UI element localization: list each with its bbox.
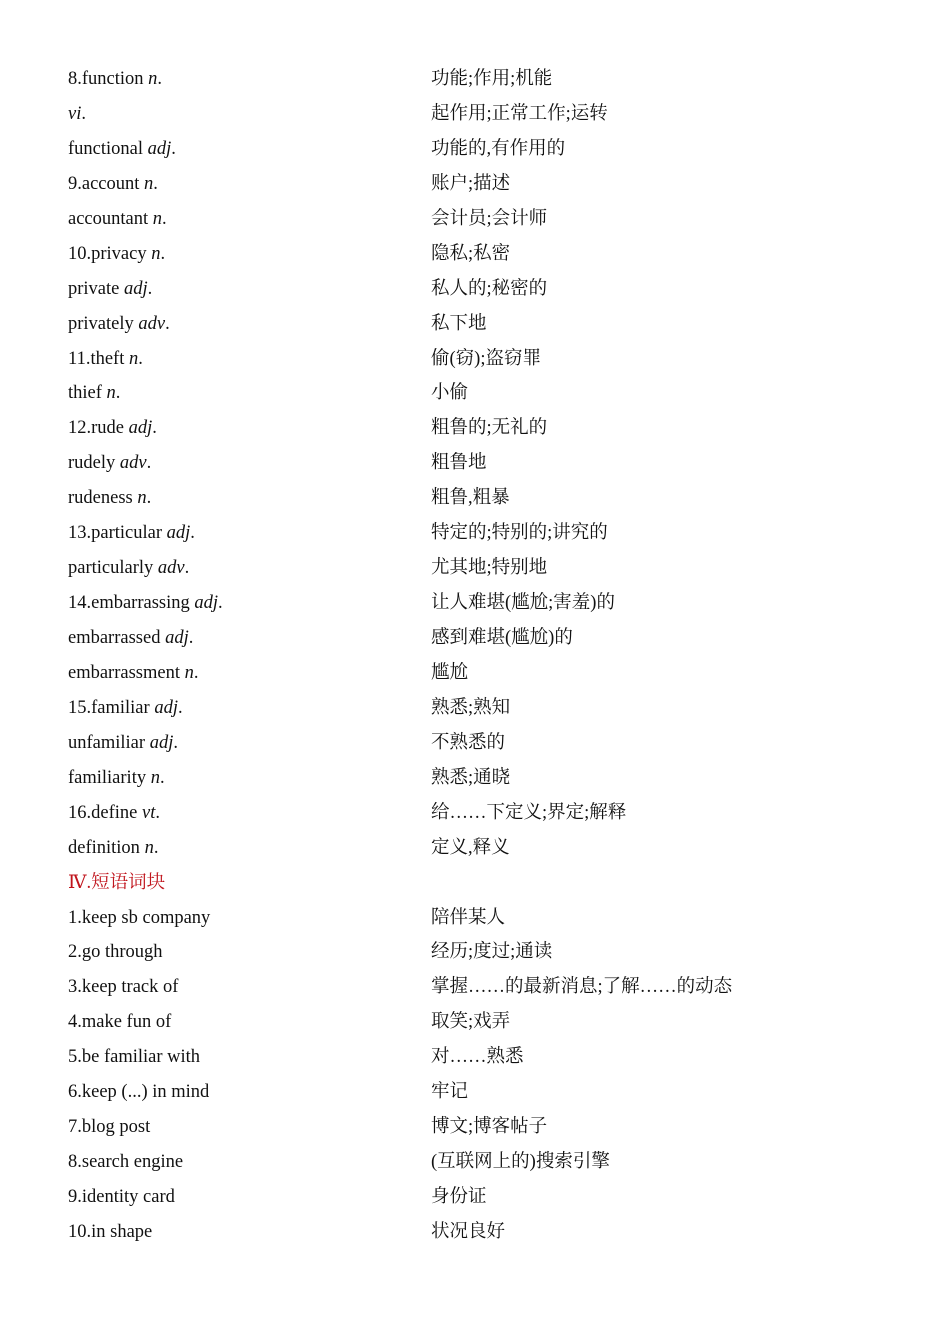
- part-of-speech: adj: [154, 697, 178, 718]
- part-of-speech: adj: [194, 593, 219, 614]
- vocabulary-term: 13.particular adj.: [68, 523, 195, 544]
- vocabulary-term: thief n.: [68, 383, 121, 404]
- vocabulary-row: [68, 167, 928, 202]
- word: 11.theft: [68, 348, 125, 369]
- vocabulary-term: 15.familiar adj.: [68, 697, 183, 718]
- vocabulary-term: vi.: [68, 103, 86, 124]
- phrase-row: [68, 1215, 928, 1250]
- vocabulary-row: [68, 307, 928, 342]
- phrase-meaning: 身份证: [431, 1187, 487, 1207]
- word: privately: [68, 313, 134, 334]
- vocabulary-term: definition n.: [68, 837, 159, 858]
- phrase-meaning: 掌握……的最新消息;了解……的动态: [431, 977, 733, 998]
- phrase-row: [68, 1075, 928, 1110]
- vocabulary-term: 8.function n.: [68, 69, 163, 89]
- vocabulary-row: [68, 726, 928, 761]
- vocabulary-meaning: 尴尬: [431, 662, 469, 683]
- part-of-speech: adv: [157, 558, 185, 579]
- vocabulary-term: 16.define vt.: [68, 802, 160, 823]
- part-of-speech: adj: [124, 278, 148, 299]
- phrase-row: [68, 1110, 928, 1145]
- section-heading: Ⅳ.短语词块: [68, 872, 166, 893]
- phrase-row: [68, 1180, 928, 1215]
- phrase-meaning: (互联网上的)搜索引擎: [431, 1152, 610, 1173]
- vocabulary-meaning: 感到难堪(尴尬)的: [431, 628, 573, 648]
- word: embarrassment: [68, 662, 180, 683]
- word: 9.account: [68, 173, 140, 194]
- vocabulary-term: 11.theft n.: [68, 348, 143, 369]
- word: 8.function: [68, 69, 144, 89]
- vocabulary-term: 10.privacy n.: [68, 243, 166, 264]
- vocabulary-meaning: 熟悉;通晓: [431, 767, 511, 788]
- part-of-speech: adj: [149, 732, 174, 753]
- part-of-speech: n: [151, 243, 161, 264]
- vocabulary-row: [68, 342, 928, 377]
- vocabulary-meaning: 粗鲁,粗暴: [431, 488, 510, 509]
- word: familiarity: [68, 767, 147, 788]
- vocabulary-row: [68, 516, 928, 551]
- vocabulary-meaning: 会计员;会计师: [431, 208, 548, 229]
- vocabulary-term: embarrassed adj.: [68, 628, 194, 648]
- word: 13.particular: [68, 523, 162, 544]
- vocabulary-meaning: 不熟悉的: [431, 732, 506, 753]
- phrase-meaning: 取笑;戏弄: [431, 1012, 511, 1033]
- vocabulary-meaning: 定义,释义: [431, 837, 510, 858]
- vocabulary-row: [68, 376, 928, 411]
- part-of-speech: adv: [138, 313, 166, 334]
- vocabulary-meaning: 账户;描述: [431, 173, 511, 194]
- vocabulary-row: [68, 831, 928, 866]
- vocabulary-term: rudeness n.: [68, 488, 152, 509]
- vocabulary-row: [68, 411, 928, 446]
- section-heading-row: [68, 866, 928, 901]
- vocabulary-term: private adj.: [68, 278, 153, 299]
- word: 12.rude: [68, 418, 124, 439]
- vocabulary-row: [68, 272, 928, 307]
- vocabulary-meaning: 功能;作用;机能: [431, 69, 553, 89]
- phrase-term: 5.be familiar with: [68, 1047, 201, 1068]
- vocabulary-term: privately adv.: [68, 313, 170, 334]
- part-of-speech: vt: [141, 802, 156, 823]
- word: 16.define: [68, 802, 138, 823]
- vocabulary-row: [68, 132, 928, 167]
- word: embarrassed: [68, 628, 161, 648]
- vocabulary-meaning: 隐私;私密: [431, 243, 511, 264]
- vocabulary-row: [68, 237, 928, 272]
- part-of-speech: adj: [165, 628, 189, 648]
- word: accountant: [68, 208, 149, 229]
- phrase-row: [68, 1005, 928, 1040]
- phrase-row: [68, 1040, 928, 1075]
- vocabulary-term: accountant n.: [68, 208, 167, 229]
- phrase-term: 6.keep (...) in mind: [68, 1082, 210, 1103]
- vocabulary-term: functional adj.: [68, 138, 176, 159]
- phrase-row: [68, 901, 928, 936]
- word: rudeness: [68, 488, 133, 509]
- vocabulary-term: unfamiliar adj.: [68, 732, 178, 753]
- word: particularly: [68, 558, 154, 579]
- vocabulary-meaning: 私人的;秘密的: [431, 278, 548, 299]
- vocabulary-row: [68, 761, 928, 796]
- word: thief: [68, 383, 102, 404]
- vocabulary-term: particularly adv.: [68, 558, 190, 579]
- phrase-term: 7.blog post: [68, 1117, 151, 1138]
- word: functional: [68, 138, 144, 159]
- phrase-term: 2.go through: [68, 942, 163, 963]
- vocabulary-meaning: 熟悉;熟知: [431, 697, 511, 718]
- vocabulary-meaning: 功能的,有作用的: [431, 138, 566, 159]
- phrase-term: 1.keep sb company: [68, 907, 211, 928]
- word: private: [68, 278, 120, 299]
- part-of-speech: n: [106, 383, 116, 404]
- phrase-meaning: 博文;博客帖子: [431, 1117, 548, 1138]
- vocabulary-term: 12.rude adj.: [68, 418, 157, 439]
- vocabulary-row: [68, 202, 928, 237]
- phrase-meaning: 陪伴某人: [431, 907, 506, 928]
- vocabulary-row: [68, 796, 928, 831]
- word: rudely: [68, 453, 116, 474]
- phrase-row: [68, 935, 928, 970]
- phrase-term: 8.search engine: [68, 1152, 184, 1173]
- part-of-speech: n: [148, 69, 158, 89]
- vocabulary-term: embarrassment n.: [68, 662, 199, 683]
- vocabulary-row: [68, 97, 928, 132]
- vocabulary-meaning: 让人难堪(尴尬;害羞)的: [431, 593, 615, 614]
- part-of-speech: n: [144, 837, 154, 858]
- vocabulary-row: [68, 481, 928, 516]
- phrase-row: [68, 1145, 928, 1180]
- word: unfamiliar: [68, 732, 146, 753]
- vocabulary-row: [68, 656, 928, 691]
- part-of-speech: n: [144, 173, 154, 194]
- vocabulary-row: [68, 62, 928, 97]
- vocabulary-row: [68, 621, 928, 656]
- part-of-speech: n: [128, 348, 139, 369]
- vocabulary-list: [68, 62, 928, 1250]
- phrase-term: 9.identity card: [68, 1187, 175, 1207]
- vocabulary-term: 9.account n.: [68, 173, 158, 194]
- vocabulary-row: [68, 586, 928, 621]
- vocabulary-meaning: 起作用;正常工作;运转: [431, 103, 608, 124]
- word: 15.familiar: [68, 697, 150, 718]
- part-of-speech: n: [184, 662, 194, 683]
- part-of-speech: adj: [147, 138, 172, 159]
- vocabulary-row: [68, 551, 928, 586]
- vocabulary-meaning: 尤其地;特别地: [431, 558, 548, 579]
- word: 10.privacy: [68, 243, 147, 264]
- vocabulary-meaning: 小偷: [431, 383, 469, 404]
- word: definition: [68, 837, 140, 858]
- vocabulary-meaning: 给……下定义;界定;解释: [431, 802, 627, 823]
- part-of-speech: n: [150, 767, 160, 788]
- vocabulary-term: rudely adv.: [68, 453, 152, 474]
- vocabulary-row: [68, 691, 928, 726]
- part-of-speech: vi: [68, 103, 82, 124]
- phrase-term: 4.make fun of: [68, 1012, 172, 1033]
- part-of-speech: n: [137, 488, 147, 509]
- part-of-speech: adv: [119, 453, 147, 474]
- part-of-speech: adj: [128, 418, 153, 439]
- part-of-speech: adj: [166, 523, 191, 544]
- phrase-row: [68, 970, 928, 1005]
- vocabulary-meaning: 私下地: [431, 313, 487, 334]
- vocabulary-meaning: 粗鲁的;无礼的: [431, 418, 548, 439]
- vocabulary-meaning: 粗鲁地: [431, 453, 487, 474]
- vocabulary-term: familiarity n.: [68, 767, 165, 788]
- phrase-meaning: 经历;度过;通读: [431, 942, 553, 963]
- vocabulary-term: 14.embarrassing adj.: [68, 593, 223, 614]
- word: 14.embarrassing: [68, 593, 190, 614]
- phrase-meaning: 状况良好: [431, 1221, 506, 1242]
- phrase-term: 3.keep track of: [68, 977, 179, 998]
- phrase-term: 10.in shape: [68, 1221, 153, 1242]
- vocabulary-row: [68, 446, 928, 481]
- phrase-meaning: 牢记: [431, 1082, 469, 1103]
- vocabulary-meaning: 特定的;特别的;讲究的: [431, 523, 608, 544]
- phrase-meaning: 对……熟悉: [431, 1047, 524, 1068]
- part-of-speech: n: [152, 208, 162, 229]
- vocabulary-meaning: 偷(窃);盗窃罪: [431, 348, 541, 369]
